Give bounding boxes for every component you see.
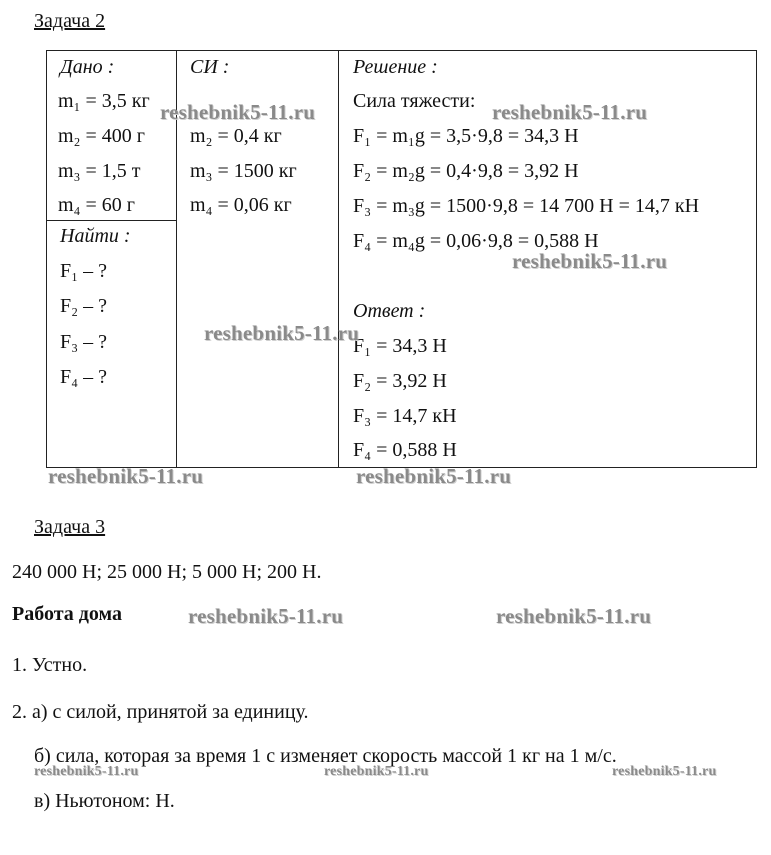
solution-line-4: F₄ = m₄g = 0,06·9,8 = 0,588 Н — [353, 230, 599, 252]
watermark: reshebnik5-11.ru — [160, 100, 316, 124]
find-header: Найти : — [60, 225, 131, 247]
answer-line-3: F₃ = 14,7 кН — [353, 405, 457, 427]
homework-title: Работа дома — [12, 603, 122, 625]
homework-item-2a: 2. а) с силой, принятой за единицу. — [12, 701, 309, 723]
si-header: СИ : — [190, 56, 230, 78]
given-item-4: m₄ = 60 г — [58, 194, 136, 216]
watermark: reshebnik5-11.ru — [492, 100, 648, 124]
si-item-1: m₂ = 0,4 кг — [190, 125, 282, 147]
given-item-1: m₁ = 3,5 кг — [58, 90, 150, 112]
given-header: Дано : — [60, 56, 115, 78]
homework-item-2b: б) сила, которая за время 1 с изменяет скорость массой 1 кг на 1 м/с. — [34, 745, 617, 767]
answer-line-1: F₁ = 34,3 Н — [353, 335, 447, 357]
answer-line-4: F₄ = 0,588 Н — [353, 439, 457, 461]
watermark: reshebnik5-11.ru — [48, 464, 204, 488]
watermark: reshebnik5-11.ru — [512, 249, 668, 273]
watermark: reshebnik5-11.ru — [34, 764, 139, 779]
solution-line-3: F₃ = m₃g = 1500·9,8 = 14 700 Н = 14,7 кН — [353, 195, 700, 217]
si-item-2: m₃ = 1500 кг — [190, 160, 297, 182]
task2-title: Задача 2 — [34, 10, 106, 32]
homework-item-1: 1. Устно. — [12, 654, 88, 676]
watermark: reshebnik5-11.ru — [612, 764, 717, 779]
find-item-2: F₂ – ? — [60, 295, 107, 317]
table-divider-2 — [338, 50, 339, 468]
watermark: reshebnik5-11.ru — [188, 604, 344, 628]
task3-title: Задача 3 — [34, 516, 106, 538]
watermark: reshebnik5-11.ru — [204, 321, 360, 345]
table-divider-given-find — [46, 220, 176, 221]
find-item-1: F₁ – ? — [60, 260, 107, 282]
watermark: reshebnik5-11.ru — [496, 604, 652, 628]
solution-intro: Сила тяжести: — [353, 90, 476, 112]
solution-line-1: F₁ = m₁g = 3,5·9,8 = 34,3 Н — [353, 125, 579, 147]
given-item-3: m₃ = 1,5 т — [58, 160, 141, 182]
find-item-3: F₃ – ? — [60, 331, 107, 353]
si-item-3: m₄ = 0,06 кг — [190, 194, 292, 216]
answer-header: Ответ : — [353, 300, 426, 322]
find-item-4: F₄ – ? — [60, 366, 107, 388]
watermark: reshebnik5-11.ru — [324, 764, 429, 779]
homework-item-2c: в) Ньютоном: Н. — [34, 790, 175, 812]
task3-answer: 240 000 Н; 25 000 Н; 5 000 Н; 200 Н. — [12, 561, 322, 583]
watermark: reshebnik5-11.ru — [356, 464, 512, 488]
answer-line-2: F₂ = 3,92 Н — [353, 370, 447, 392]
given-item-2: m₂ = 400 г — [58, 125, 146, 147]
solution-line-2: F₂ = m₂g = 0,4·9,8 = 3,92 Н — [353, 160, 579, 182]
solution-header: Решение : — [353, 56, 438, 78]
